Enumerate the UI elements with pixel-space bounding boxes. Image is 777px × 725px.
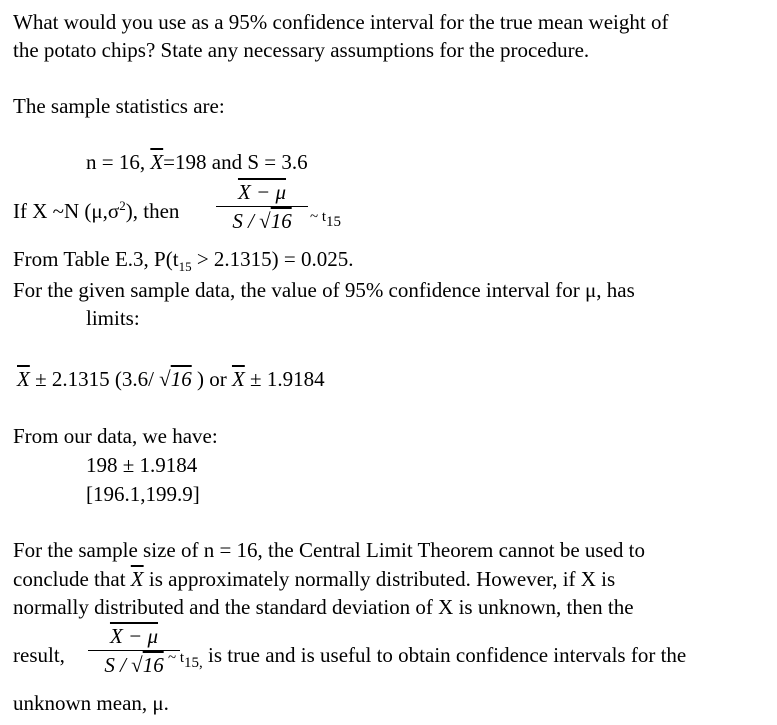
n-value: n = 16, xyxy=(86,150,151,174)
result-tail: ~ $t_{15,}$ is true and is useful to obtain confidence intervals for the xyxy=(168,643,687,672)
result-fraction xyxy=(88,622,180,679)
sigma-squared: 2 xyxy=(119,198,126,213)
xbar-and-s: =198 and S = 3.6 xyxy=(163,150,308,174)
distribution-line xyxy=(13,197,179,225)
interval-formula: $\overline{X} \pm 2.1315$ (3.6/ √16 ) or $\overline{X} \pm 1.9184$ xyxy=(17,367,325,391)
our-data-heading: From our data, we have: xyxy=(13,424,218,448)
distribution-tail: ~ $t_{15}$ xyxy=(310,209,342,231)
given-line-1: For the given sample data, the value of 95% confidence interval for μ, has xyxy=(13,278,635,302)
confidence-interval: [196.1,199.9] xyxy=(86,482,200,506)
point-estimate: 198 ± 1.9184 xyxy=(86,453,198,477)
clt-line-1: For the sample size of n = 16, the Central Limit Theorem cannot be used to xyxy=(13,538,645,562)
result-label: result, xyxy=(13,643,65,667)
xbar-symbol: $\overline{X}$ xyxy=(150,150,164,174)
given-line-2: limits: xyxy=(86,306,140,330)
result-fraction-denominator: S / √16 xyxy=(104,653,164,677)
fraction-numerator: X − μ xyxy=(237,180,287,204)
sample-heading: The sample statistics are: xyxy=(13,94,225,118)
distribution-fraction xyxy=(216,178,308,235)
table-line: From Table E.3, $P(t_{15} > 2.1315) = 0.025$. xyxy=(13,247,354,275)
clt-line-3: normally distributed and the standard deviation of X is unknown, then the xyxy=(13,595,634,619)
distribution-suffix: ), then xyxy=(125,199,180,223)
clt-line-5: unknown mean, μ. xyxy=(13,691,169,715)
fraction-denominator: S / √16 xyxy=(232,209,292,233)
question-line-2: the potato chips? State any necessary assumptions for the procedure. xyxy=(13,38,590,62)
sample-stats xyxy=(86,148,308,176)
clt-line-2: conclude that $\overline{X}$ is approximately normally distributed. However, if X is xyxy=(13,567,616,591)
question-line-1: What would you use as a 95% confidence interval for the true mean weight of xyxy=(13,10,669,34)
result-fraction-numerator: X − μ xyxy=(109,624,159,648)
distribution-prefix: If X ~N (μ,σ xyxy=(13,199,120,223)
